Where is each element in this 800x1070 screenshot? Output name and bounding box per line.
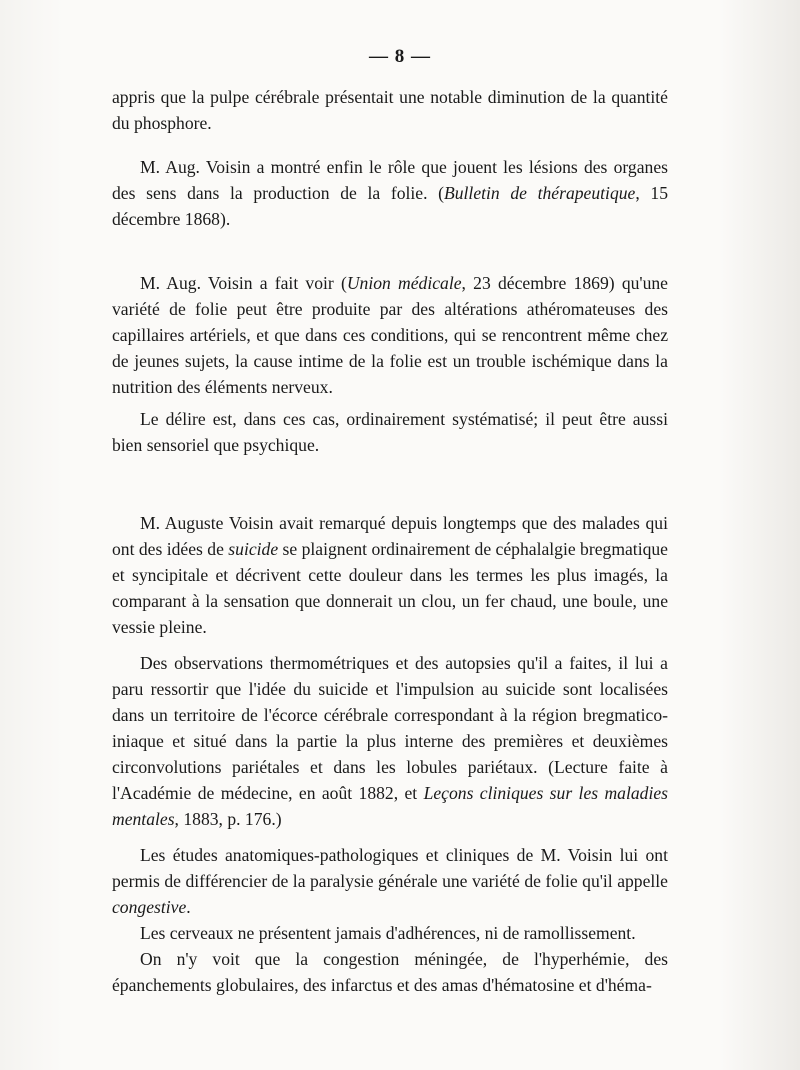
- paragraph-6-citation: Leçons cliniques sur les maladies mentales: [112, 783, 668, 829]
- paragraph-6: [112, 650, 668, 832]
- paragraph-2-text-a: M. Aug. Voisin a montré enfin le rôle que jouent les lésions des organes des sens dans la production de la folie. (: [112, 157, 668, 203]
- paragraph-5-emphasis: suicide: [228, 539, 279, 559]
- paragraph-5-text-a: M. Auguste Voisin avait remarqué depuis longtemps que des malades qui ont des idées de: [112, 513, 668, 559]
- paragraph-7-emphasis: congestive: [112, 897, 187, 917]
- page-body: [112, 84, 668, 998]
- paragraph-5: [112, 510, 668, 640]
- paragraph-7-text-b: .: [186, 897, 191, 917]
- paragraph-2-text-b: , 15 décembre 1868).: [112, 183, 669, 229]
- paragraph-8: [112, 920, 668, 946]
- paragraph-8-text: Les cerveaux ne présentent jamais d'adhérences, ni de ramollissement.: [140, 923, 636, 943]
- paragraph-3-citation: Union médicale: [346, 273, 462, 293]
- paragraph-1-text: appris que la pulpe cérébrale présentait une notable diminution de la quantité du phosphore.: [112, 87, 668, 133]
- paragraph-3-text-b: , 23 décembre 1869) qu'une variété de folie peut être produite par des altérations athéromateuses des capillaires artériels, et que dans ces conditions, qui se rencontrent même chez de jeunes sujets, la cause intime de la folie est un trouble ischémique dans la nutrition des éléments nerveux.: [112, 273, 668, 397]
- paragraph-2-citation: Bulletin de thérapeutique: [444, 183, 636, 203]
- paragraph-7: [112, 842, 668, 920]
- paragraph-9-text: On n'y voit que la congestion méningée, de l'hyperhémie, des épanchements globulaires, des infarctus et des amas d'hématosine et d'héma-: [112, 949, 668, 995]
- paragraph-4-text: Le délire est, dans ces cas, ordinairement systématisé; il peut être aussi bien sensoriel que psychique.: [112, 409, 668, 455]
- paragraph-6-text-a: Des observations thermométriques et des autopsies qu'il a faites, il lui a paru ressortir que l'idée du suicide et l'impulsion au suicide sont localisées dans un territoire de l'écorce cérébrale correspondant à la région bregmatico-iniaque et situé dans la partie la plus interne des premières et deuxièmes circonvolutions pariétales et dans les lobules pariétaux. (Lecture faite à l'Académie de médecine, en août 1882, et: [112, 653, 668, 803]
- paragraph-6-text-b: , 1883, p. 176.): [174, 809, 282, 829]
- paragraph-9: [112, 946, 668, 998]
- paragraph-5-text-b: se plaignent ordinairement de céphalalgie bregmatique et syncipitale et décrivent cette douleur dans les termes les plus imagés, la comparant à la sensation que donnerait un clou, un fer chaud, une boule, une vessie pleine.: [112, 539, 668, 637]
- page-number: — 8 —: [369, 46, 431, 67]
- paragraph-2: [112, 154, 668, 232]
- paragraph-7-text-a: Les études anatomiques-pathologiques et cliniques de M. Voisin lui ont permis de différencier de la paralysie générale une variété de folie qu'il appelle: [112, 845, 668, 891]
- paragraph-1: [112, 84, 668, 136]
- paragraph-4: [112, 406, 668, 458]
- paragraph-3-text-a: M. Aug. Voisin a fait voir (: [140, 273, 347, 293]
- paragraph-3: [112, 270, 668, 400]
